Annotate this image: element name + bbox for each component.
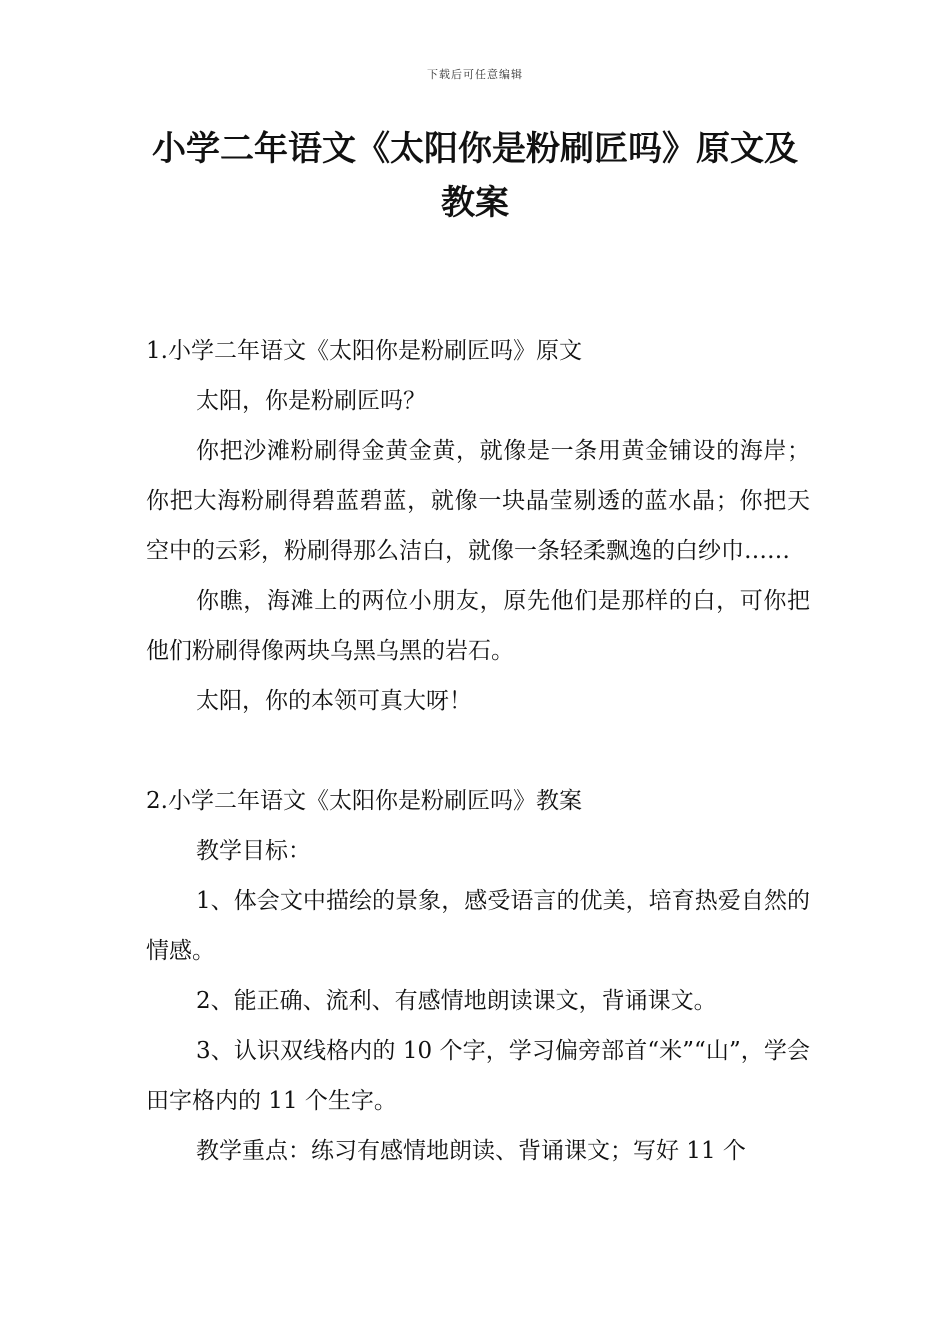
section2-paragraph-5: 教学重点：练习有感情地朗读、背诵课文；写好 11 个 — [196, 1138, 746, 1164]
section2-heading: 2.小学二年语文《太阳你是粉刷匠吗》教案 — [146, 788, 582, 814]
section1-paragraph-4: 太阳，你的本领可真大呀！ — [196, 688, 472, 714]
section1-paragraph-3: 你瞧，海滩上的两位小朋友，原先他们是那样的白，可你把他们粉刷得像两块乌黑乌黑的岩石。 — [146, 588, 810, 664]
section1-heading: 1.小学二年语文《太阳你是粉刷匠吗》原文 — [146, 338, 582, 364]
section1-paragraph-1: 太阳，你是粉刷匠吗？ — [196, 388, 426, 414]
document-body — [146, 326, 810, 1176]
section1-paragraph-2: 你把沙滩粉刷得金黄金黄，就像是一条用黄金铺设的海岸；你把大海粉刷得碧蓝碧蓝，就像一块晶莹剔透的蓝水晶；你把天空中的云彩，粉刷得那么洁白，就像一条轻柔飘逸的白纱巾…… — [146, 438, 810, 564]
document-title: 小学二年语文《太阳你是粉刷匠吗》原文及教案 — [152, 129, 798, 223]
section2-paragraph-4: 3、认识双线格内的 10 个字，学习偏旁部首“米”“山”，学会田字格内的 11 个生字。 — [146, 1038, 810, 1114]
section2-paragraph-1: 教学目标： — [196, 838, 311, 864]
header-note: 下载后可任意编辑 — [427, 68, 523, 81]
section2-paragraph-2: 1、体会文中描绘的景象，感受语言的优美，培育热爱自然的情感。 — [146, 888, 810, 964]
section-spacer — [146, 726, 810, 776]
section2-paragraph-3: 2、能正确、流利、有感情地朗读课文，背诵课文。 — [196, 988, 717, 1014]
